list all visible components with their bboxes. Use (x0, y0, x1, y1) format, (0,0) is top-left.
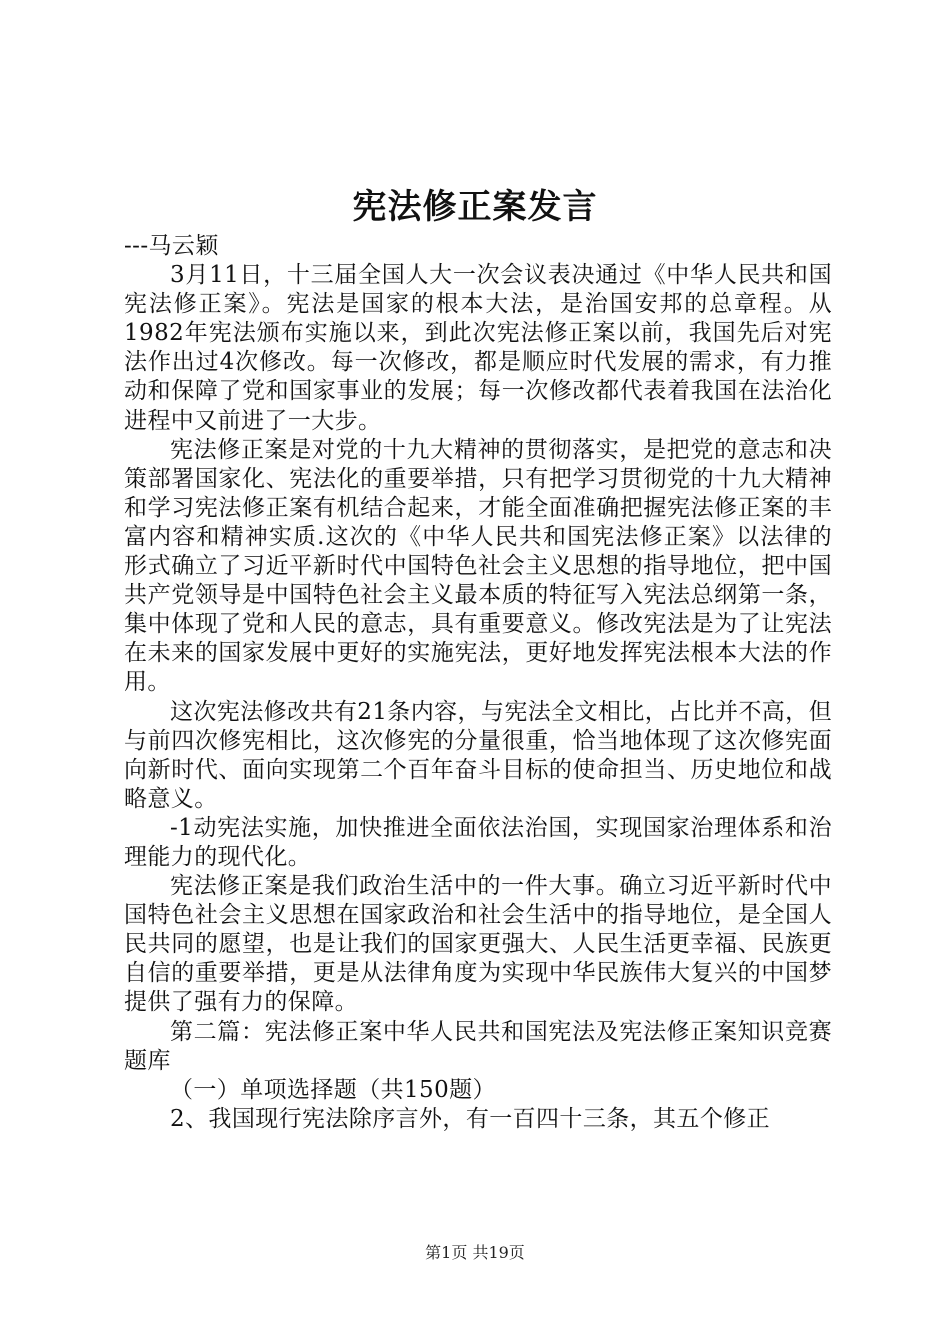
document-title: 宪法修正案发言 (352, 187, 598, 227)
paragraph-1: 3月11日，十三届全国人大一次会议表决通过《中华人民共和国宪法修正案》。宪法是国家的根本大法，是治国安邦的总章程。从1982年宪法颁布实施以来，到此次宪法修正案以前，我国先后对宪法作出过4次修改。每一次修改，都是顺应时代发展的需求，有力推动和保障了党和国家事业的发展；每一次修改都代表着我国在法治化进程中又前进了一大步。 (124, 262, 832, 434)
section-heading: 第二篇：宪法修正案中华人民共和国宪法及宪法修正案知识竞赛题库 (124, 1018, 832, 1074)
subsection-heading: （一）单项选择题（共150题） (170, 1076, 496, 1103)
question-item: 2、我国现行宪法除序言外，有一百四十三条，其五个修正 (170, 1105, 771, 1132)
paragraph-5: 宪法修正案是我们政治生活中的一件大事。确立习近平新时代中国特色社会主义思想在国家政治和社会生活中的指导地位，是全国人民共同的愿望，也是让我们的国家更强大、人民生活更幸福、民族更自信的重要举措，更是从法律角度为实现中华民族伟大复兴的中国梦提供了强有力的保障。 (124, 873, 832, 1016)
document-body (124, 232, 832, 1134)
paragraph-2: 宪法修正案是对党的十九大精神的贯彻落实，是把党的意志和决策部署国家化、宪法化的重要举措，只有把学习贯彻党的十九大精神和学习宪法修正案有机结合起来，才能全面准确把握宪法修正案的丰富内容和精神实质.这次的《中华人民共和国宪法修正案》以法律的形式确立了习近平新时代中国特色社会主义思想的指导地位，把中国共产党领导是中国特色社会主义最本质的特征写入宪法总纲第一条，集中体现了党和人民的意志，具有重要意义。修改宪法是为了让宪法在未来的国家发展中更好的实施宪法，更好地发挥宪法根本大法的作用。 (124, 436, 832, 696)
page-number: 第1页 共19页 (425, 1243, 525, 1262)
author-line: ---马云颖 (124, 233, 219, 259)
paragraph-4: -1动宪法实施，加快推进全面依法治国，实现国家治理体系和治理能力的现代化。 (124, 814, 832, 870)
paragraph-3: 这次宪法修改共有21条内容，与宪法全文相比，占比并不高，但与前四次修宪相比，这次修宪的分量很重，恰当地体现了这次修宪面向新时代、面向实现第二个百年奋斗目标的使命担当、历史地位和战略意义。 (124, 698, 832, 812)
